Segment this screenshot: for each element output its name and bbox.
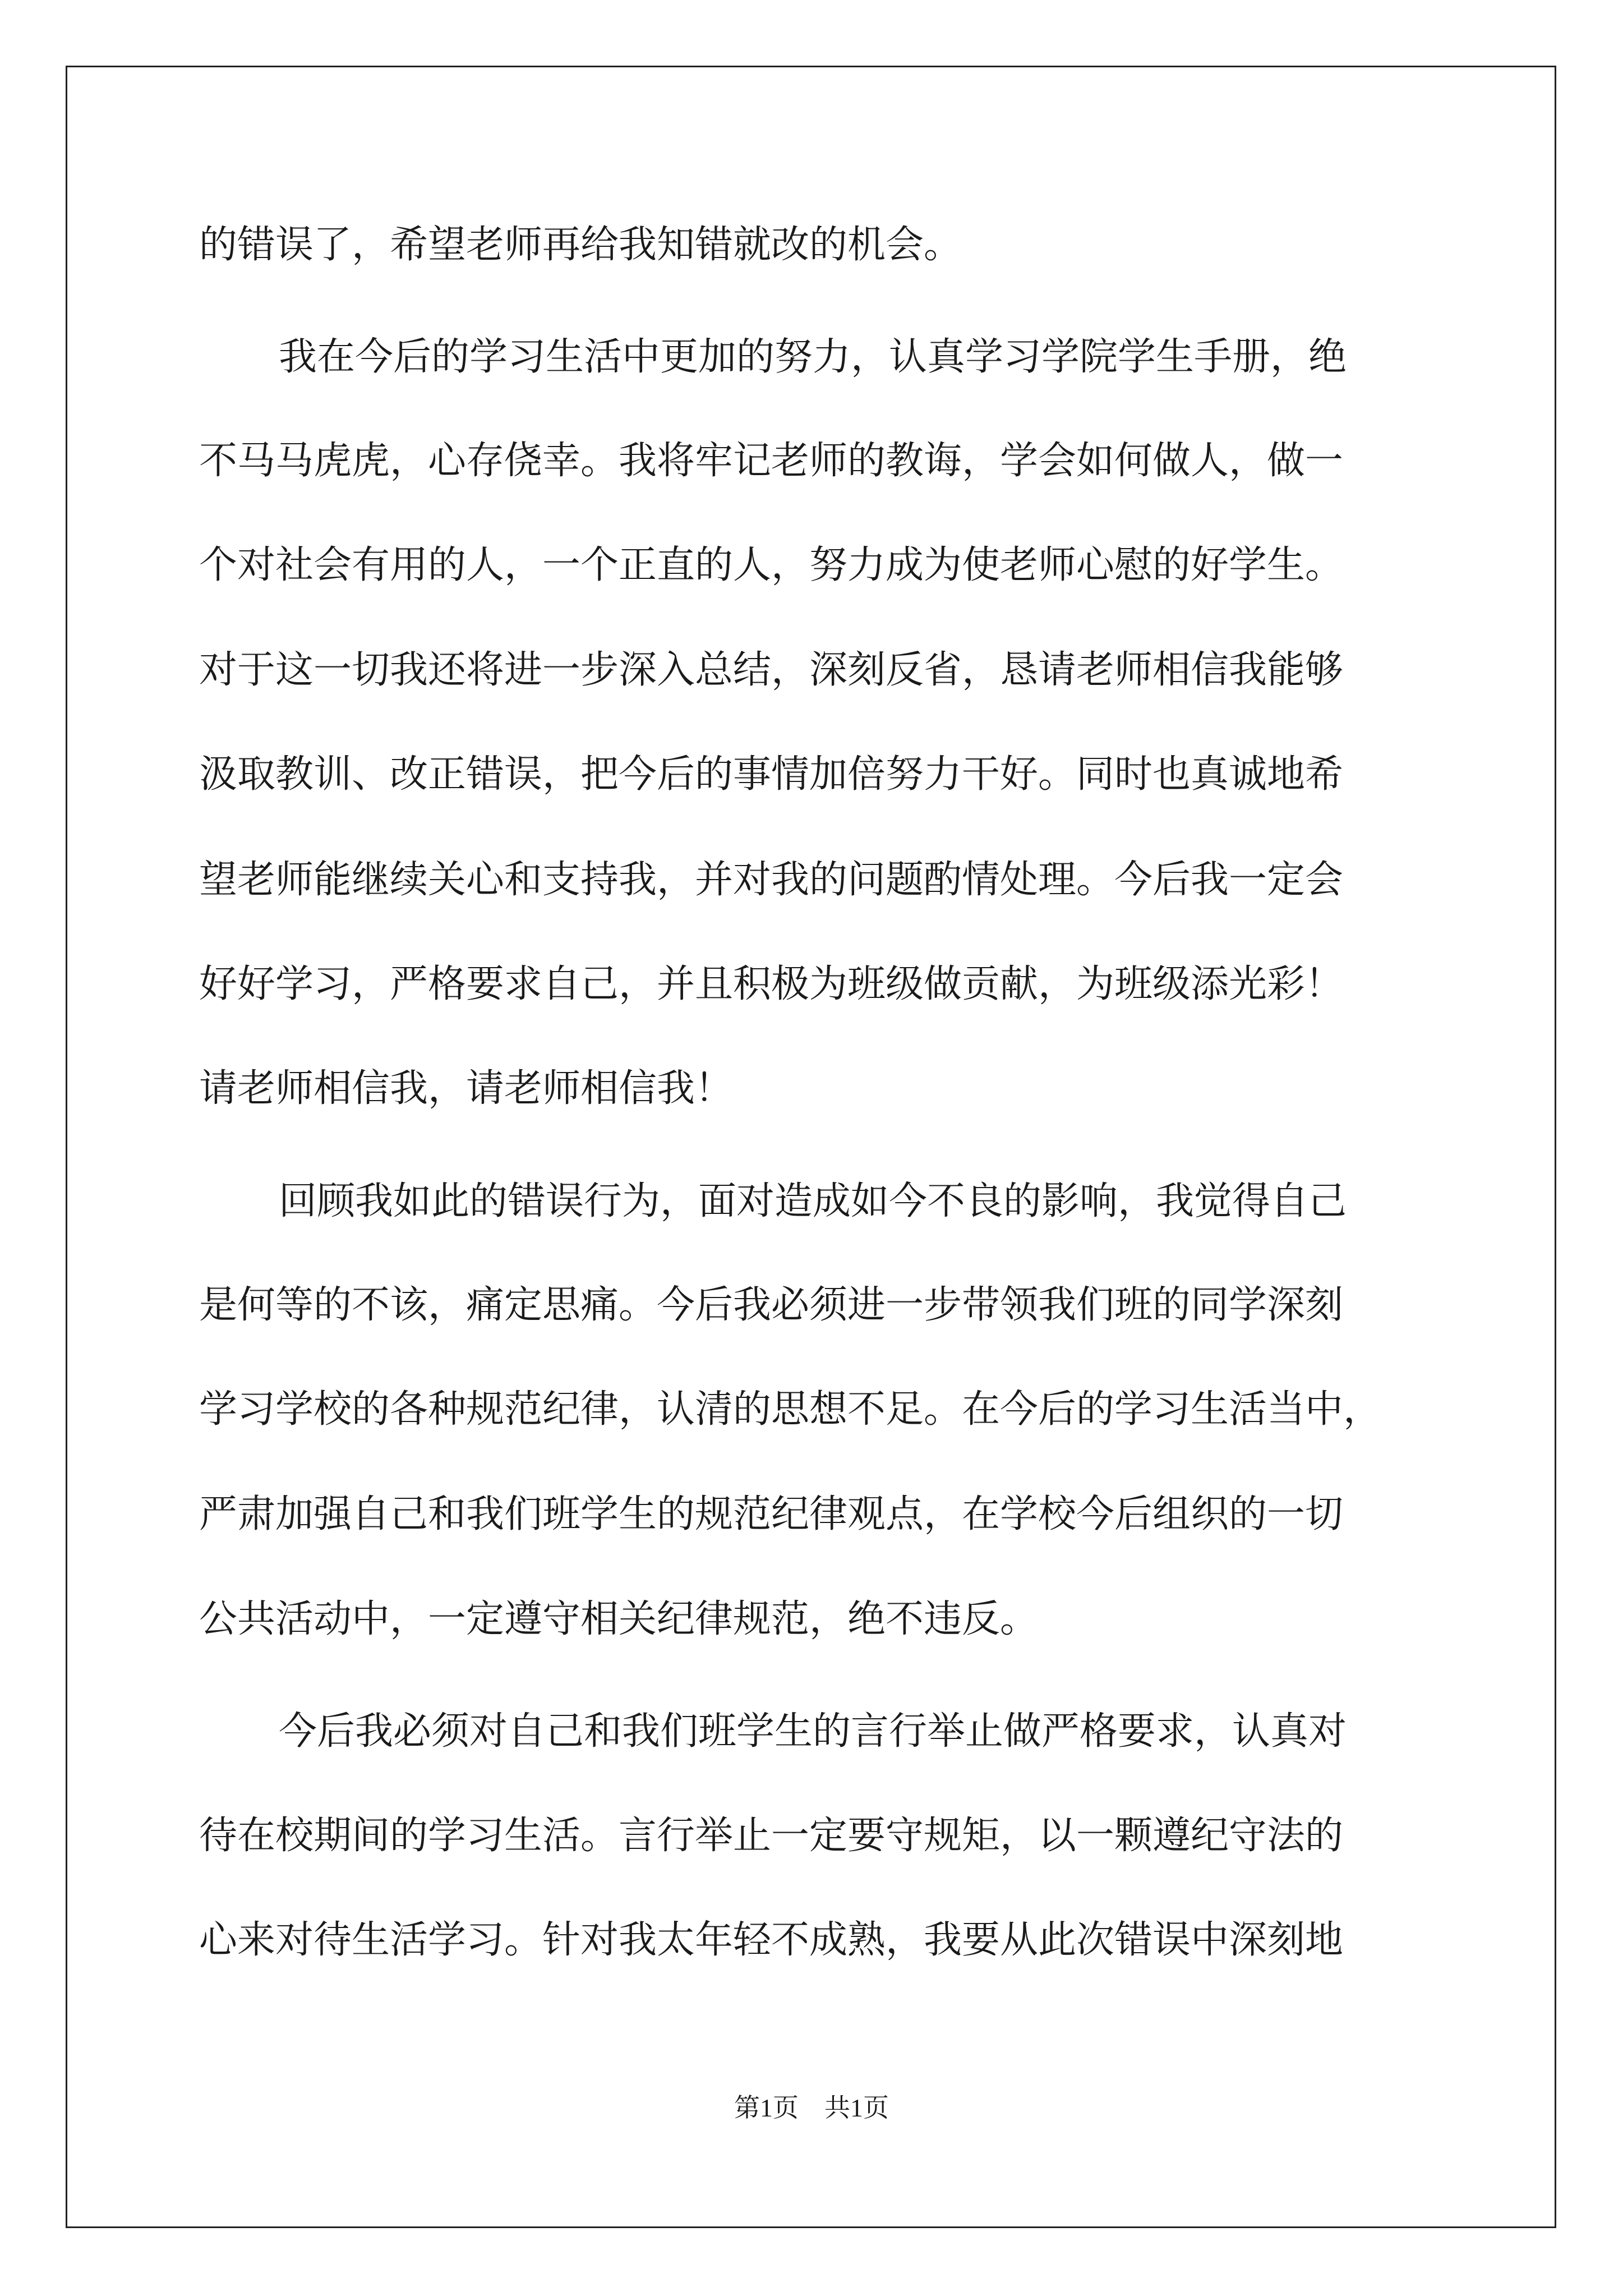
text-line: 不马马虎虎，心存侥幸。我将牢记老师的教诲，学会如何做人，做一 [199, 439, 1344, 483]
text-line: 好好学习，严格要求自己，并且积极为班级做贡献，为班级添光彩！ [199, 962, 1344, 1006]
text-line: 严肃加强自己和我们班学生的规范纪律观点，在学校今后组织的一切 [199, 1492, 1344, 1536]
text-line: 汲取教训、改正错误，把今后的事情加倍努力干好。同时也真诚地希 [199, 752, 1344, 797]
paragraph-first-line: 回顾我如此的错误行为，面对造成如今不良的影响，我觉得自己 [279, 1179, 1347, 1223]
text-line: 的错误了，希望老师再给我知错就改的机会。 [199, 223, 962, 267]
text-line: 心来对待生活学习。针对我太年轻不成熟，我要从此次错误中深刻地 [199, 1918, 1344, 1962]
paragraph-first-line: 我在今后的学习生活中更加的努力，认真学习学院学生手册，绝 [279, 335, 1347, 379]
text-line: 学习学校的各种规范纪律，认清的思想不足。在今后的学习生活当中， [199, 1387, 1382, 1432]
text-line: 待在校期间的学习生活。言行举止一定要守规矩，以一颗遵纪守法的 [199, 1814, 1344, 1858]
text-line: 是何等的不该，痛定思痛。今后我必须进一步带领我们班的同学深刻 [199, 1283, 1344, 1327]
text-line: 请老师相信我，请老师相信我！ [199, 1066, 734, 1111]
text-line: 对于这一切我还将进一步深入总结，深刻反省，恳请老师相信我能够 [199, 648, 1344, 692]
page-border [66, 66, 1556, 2228]
text-line: 公共活动中，一定遵守相关纪律规范，绝不违反。 [199, 1597, 1039, 1641]
page-number-footer: 第1页 共1页 [734, 2093, 889, 2122]
text-line: 个对社会有用的人，一个正直的人，努力成为使老师心慰的好学生。 [199, 543, 1344, 587]
paragraph-first-line: 今后我必须对自己和我们班学生的言行举止做严格要求，认真对 [279, 1709, 1347, 1754]
text-line: 望老师能继续关心和支持我，并对我的问题酌情处理。今后我一定会 [199, 858, 1344, 902]
